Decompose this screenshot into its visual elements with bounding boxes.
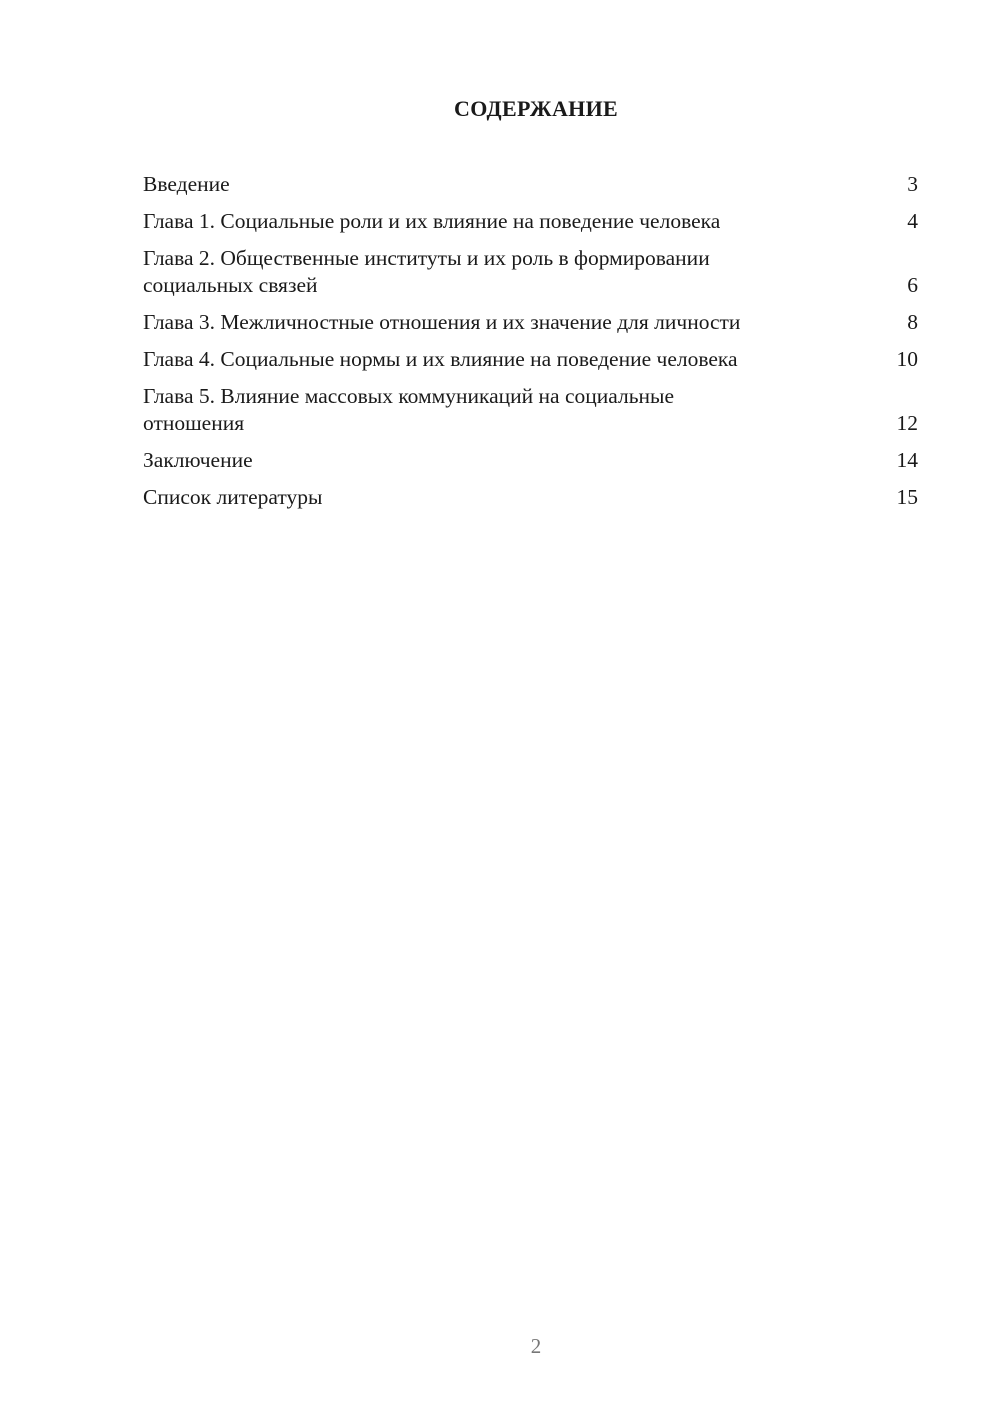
toc-entry-page: 3 (907, 172, 918, 196)
toc-entry-text: Глава 1. Социальные роли и их влияние на поведение человека (143, 209, 721, 233)
toc-entry-introduction (143, 171, 918, 198)
toc-entry-chapter-1 (143, 208, 918, 235)
page-number: 2 (530, 1334, 542, 1358)
toc-entry-page: 15 (896, 485, 918, 509)
toc-entry-text: Введение (143, 172, 230, 196)
toc-entry-references (143, 484, 918, 511)
toc-entry-page: 6 (907, 273, 918, 297)
toc-entry-text: Глава 4. Социальные нормы и их влияние на поведение человека (143, 347, 738, 371)
table-of-contents (143, 171, 918, 521)
toc-entry-text: Список литературы (143, 485, 323, 509)
toc-entry-chapter-3 (143, 309, 918, 336)
toc-entry-chapter-2 (143, 245, 918, 299)
toc-entry-text: Заключение (143, 448, 253, 472)
toc-entry-chapter-4 (143, 346, 918, 373)
toc-entry-chapter-5 (143, 383, 918, 437)
toc-entry-page: 10 (896, 347, 918, 371)
toc-entry-page: 4 (907, 209, 918, 233)
toc-entry-page: 12 (896, 411, 918, 435)
toc-entry-page: 8 (907, 310, 918, 334)
toc-entry-conclusion (143, 447, 918, 474)
toc-entry-text: Глава 2. Общественные институты и их роль в формировании социальных связей (143, 246, 710, 297)
toc-entry-page: 14 (896, 448, 918, 472)
page-title: СОДЕРЖАНИЕ (454, 96, 618, 121)
toc-entry-text: Глава 5. Влияние массовых коммуникаций на социальные отношения (143, 384, 675, 435)
toc-entry-text: Глава 3. Межличностные отношения и их значение для личности (143, 310, 741, 334)
